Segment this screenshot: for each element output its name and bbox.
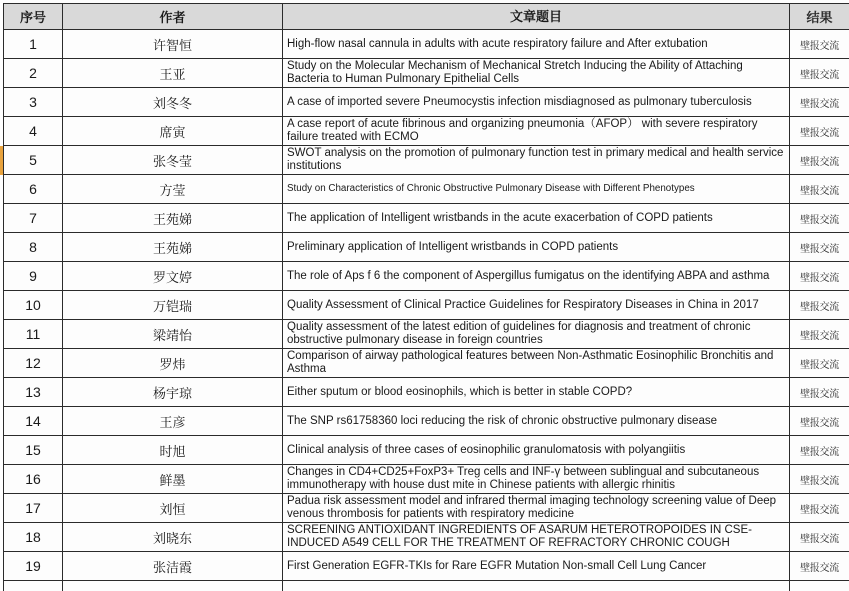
table-row xyxy=(0,436,849,465)
title-cell[interactable]: Preliminary application of Intelligent wristbands in COPD patients xyxy=(283,233,790,262)
result-cell[interactable]: 壁报交流 xyxy=(790,494,849,523)
result-cell[interactable]: 壁报交流 xyxy=(790,59,849,88)
table-row xyxy=(0,204,849,233)
result-cell[interactable]: 壁报交流 xyxy=(790,291,849,320)
author-cell[interactable]: 张洁霞 xyxy=(63,552,283,581)
author-cell[interactable]: 张冬莹 xyxy=(63,146,283,175)
result-cell[interactable]: 壁报交流 xyxy=(790,378,849,407)
index-cell[interactable]: 6 xyxy=(3,175,63,204)
index-cell[interactable]: 16 xyxy=(3,465,63,494)
index-cell[interactable]: 5 xyxy=(3,146,63,175)
empty-cell[interactable] xyxy=(3,581,63,591)
index-cell[interactable]: 13 xyxy=(3,378,63,407)
table-row xyxy=(0,233,849,262)
result-cell[interactable]: 壁报交流 xyxy=(790,233,849,262)
table-row xyxy=(0,117,849,146)
index-cell[interactable]: 1 xyxy=(3,30,63,59)
author-cell[interactable]: 刘冬冬 xyxy=(63,88,283,117)
table-row xyxy=(0,262,849,291)
index-cell[interactable]: 19 xyxy=(3,552,63,581)
col-header-author: 作者 xyxy=(63,3,283,30)
index-cell[interactable]: 4 xyxy=(3,117,63,146)
header-row xyxy=(0,3,849,30)
title-cell[interactable]: The role of Aps f 6 the component of Aspergillus fumigatus on the identifying ABPA and asthma xyxy=(283,262,790,291)
table-row xyxy=(0,146,849,175)
author-cell[interactable]: 鲜墨 xyxy=(63,465,283,494)
title-cell[interactable]: SCREENING ANTIOXIDANT INGREDIENTS OF ASARUM HETEROTROPOIDES IN CSE-INDUCED A549 CELL FOR THE TREATMENT OF REFRACTORY CHRONIC COUGH xyxy=(283,523,790,552)
author-cell[interactable]: 许智恒 xyxy=(63,30,283,59)
title-cell[interactable]: First Generation EGFR-TKIs for Rare EGFR Mutation Non-small Cell Lung Cancer xyxy=(283,552,790,581)
title-cell[interactable]: Either sputum or blood eosinophils, which is better in stable COPD? xyxy=(283,378,790,407)
index-cell[interactable]: 11 xyxy=(3,320,63,349)
author-cell[interactable]: 罗文婷 xyxy=(63,262,283,291)
author-cell[interactable]: 方莹 xyxy=(63,175,283,204)
title-cell[interactable]: A case of imported severe Pneumocystis infection misdiagnosed as pulmonary tuberculosis xyxy=(283,88,790,117)
author-cell[interactable]: 刘晓东 xyxy=(63,523,283,552)
result-cell[interactable]: 壁报交流 xyxy=(790,88,849,117)
col-header-result: 结果 xyxy=(790,3,849,30)
table-row xyxy=(0,30,849,59)
partial-next-row xyxy=(0,581,849,591)
author-cell[interactable]: 王亚 xyxy=(63,59,283,88)
table-row xyxy=(0,465,849,494)
table-row xyxy=(0,523,849,552)
title-cell[interactable]: The application of Intelligent wristbands in the acute exacerbation of COPD patients xyxy=(283,204,790,233)
index-cell[interactable]: 15 xyxy=(3,436,63,465)
title-cell[interactable]: Quality Assessment of Clinical Practice Guidelines for Respiratory Diseases in China in 2017 xyxy=(283,291,790,320)
table-row xyxy=(0,552,849,581)
table-row xyxy=(0,59,849,88)
author-cell[interactable]: 万铠瑞 xyxy=(63,291,283,320)
table-row xyxy=(0,494,849,523)
title-cell[interactable]: Padua risk assessment model and infrared thermal imaging technology screening value of Deep venous thrombosis for patients with respiratory medicine xyxy=(283,494,790,523)
title-cell[interactable]: Study on the Molecular Mechanism of Mechanical Stretch Inducing the Ability of Attaching Bacteria to Human Pulmonary Epithelial Cells xyxy=(283,59,790,88)
result-cell[interactable]: 壁报交流 xyxy=(790,175,849,204)
table-row xyxy=(0,407,849,436)
author-cell[interactable]: 杨宇琼 xyxy=(63,378,283,407)
result-cell[interactable]: 壁报交流 xyxy=(790,436,849,465)
index-cell[interactable]: 7 xyxy=(3,204,63,233)
index-cell[interactable]: 12 xyxy=(3,349,63,378)
result-cell[interactable]: 壁报交流 xyxy=(790,262,849,291)
empty-cell[interactable] xyxy=(283,581,790,591)
result-cell[interactable]: 壁报交流 xyxy=(790,407,849,436)
index-cell[interactable]: 18 xyxy=(3,523,63,552)
result-cell[interactable]: 壁报交流 xyxy=(790,465,849,494)
author-cell[interactable]: 刘恒 xyxy=(63,494,283,523)
result-cell[interactable]: 壁报交流 xyxy=(790,146,849,175)
result-cell[interactable]: 壁报交流 xyxy=(790,204,849,233)
author-cell[interactable]: 王苑娣 xyxy=(63,204,283,233)
result-cell[interactable]: 壁报交流 xyxy=(790,30,849,59)
empty-cell[interactable] xyxy=(790,581,849,591)
table-row xyxy=(0,175,849,204)
index-cell[interactable]: 8 xyxy=(3,233,63,262)
empty-cell[interactable] xyxy=(63,581,283,591)
table-row xyxy=(0,291,849,320)
result-cell[interactable]: 壁报交流 xyxy=(790,320,849,349)
index-cell[interactable]: 10 xyxy=(3,291,63,320)
author-cell[interactable]: 王彦 xyxy=(63,407,283,436)
col-header-title: 文章题目 xyxy=(283,3,790,30)
result-cell[interactable]: 壁报交流 xyxy=(790,552,849,581)
author-cell[interactable]: 王苑娣 xyxy=(63,233,283,262)
author-cell[interactable]: 席寅 xyxy=(63,117,283,146)
author-cell[interactable]: 罗炜 xyxy=(63,349,283,378)
author-cell[interactable]: 时旭 xyxy=(63,436,283,465)
col-header-index: 序号 xyxy=(3,3,63,30)
index-cell[interactable]: 2 xyxy=(3,59,63,88)
table-body xyxy=(0,30,849,581)
index-cell[interactable]: 9 xyxy=(3,262,63,291)
table-row xyxy=(0,320,849,349)
index-cell[interactable]: 3 xyxy=(3,88,63,117)
index-cell[interactable]: 17 xyxy=(3,494,63,523)
result-cell[interactable]: 壁报交流 xyxy=(790,349,849,378)
author-cell[interactable]: 梁靖怡 xyxy=(63,320,283,349)
title-cell[interactable]: Clinical analysis of three cases of eosinophilic granulomatosis with polyangiitis xyxy=(283,436,790,465)
title-cell[interactable]: A case report of acute fibrinous and organizing pneumonia（AFOP） with severe respiratory failure treated with ECMO xyxy=(283,117,790,146)
title-cell[interactable]: High-flow nasal cannula in adults with acute respiratory failure and After extubation xyxy=(283,30,790,59)
result-cell[interactable]: 壁报交流 xyxy=(790,117,849,146)
title-cell[interactable]: SWOT analysis on the promotion of pulmonary function test in primary medical and health service institutions xyxy=(283,146,790,175)
title-cell[interactable]: Changes in CD4+CD25+FoxP3+ Treg cells and INF-γ between sublingual and subcutaneous immunotherapy with house dust mite in Chinese patients with allergic rhinitis xyxy=(283,465,790,494)
title-cell[interactable]: The SNP rs61758360 loci reducing the risk of chronic obstructive pulmonary disease xyxy=(283,407,790,436)
table-row xyxy=(0,378,849,407)
result-cell[interactable]: 壁报交流 xyxy=(790,523,849,552)
title-cell[interactable]: Study on Characteristics of Chronic Obstructive Pulmonary Disease with Different Phenotypes xyxy=(283,175,790,204)
title-cell[interactable]: Quality assessment of the latest edition of guidelines for diagnosis and treatment of chronic obstructive pulmonary disease in foreign countries xyxy=(283,320,790,349)
title-cell[interactable]: Comparison of airway pathological features between Non-Asthmatic Eosinophilic Bronchitis and Asthma xyxy=(283,349,790,378)
table-row xyxy=(0,349,849,378)
table-row xyxy=(0,88,849,117)
index-cell[interactable]: 14 xyxy=(3,407,63,436)
